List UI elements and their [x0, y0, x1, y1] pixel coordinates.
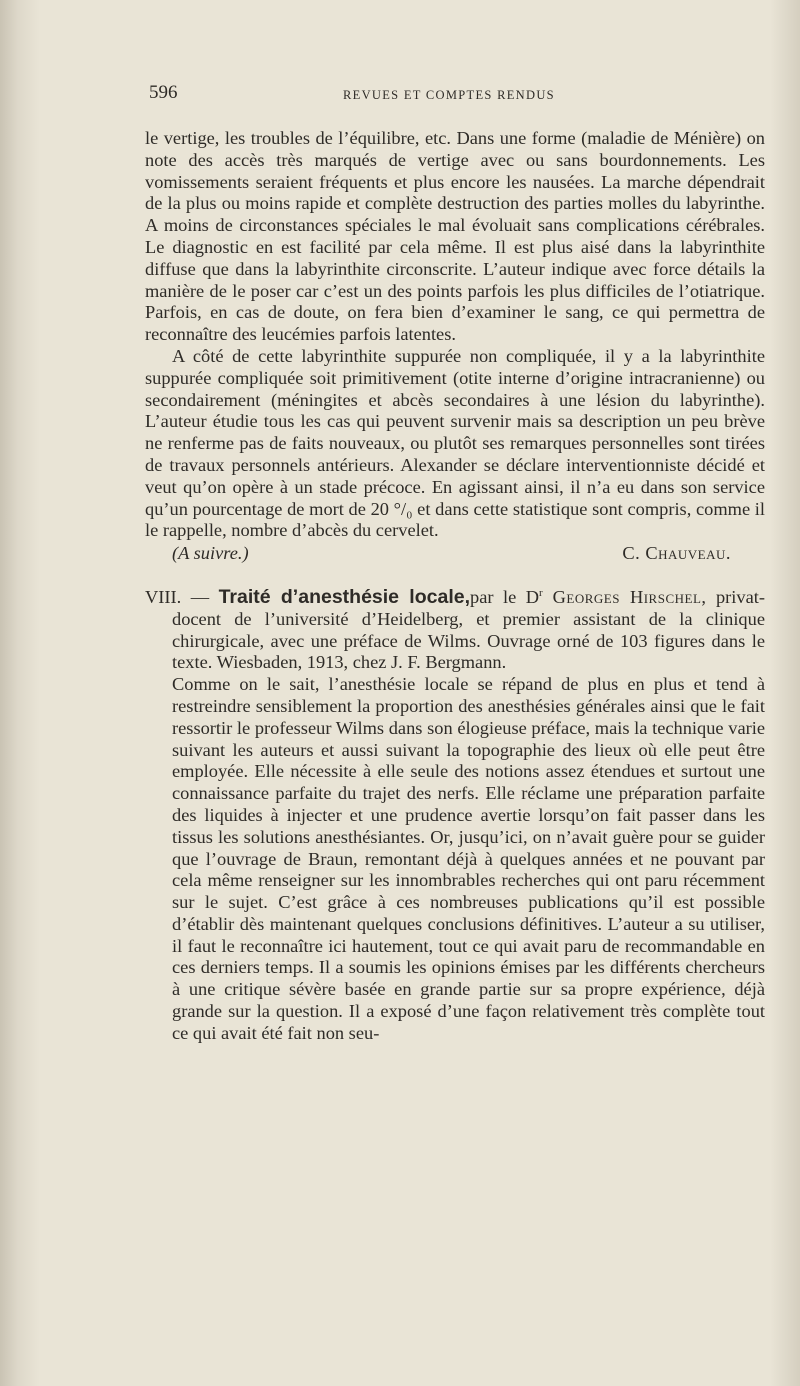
running-head: REVUES ET COMPTES RENDUS [343, 88, 555, 102]
book-description: privat-docent de l’université d’Heidelberg, et premier assistant de la clinique chirurgicale, avec une préface de Wilms. Ouvrage orné de 103 figures dans le texte. Wiesbaden, 1913, chez J. F. Bergmann. [172, 586, 765, 673]
author-signature: C. Chauveau. [622, 543, 731, 564]
page-number: 596 [149, 82, 178, 103]
body-text [145, 128, 765, 1045]
byline-superscript: r [539, 586, 543, 599]
page-header [143, 82, 763, 110]
to-be-continued-note: (A suivre.) [172, 543, 249, 564]
article-signature-line [145, 543, 765, 565]
review-section [145, 587, 765, 1045]
review-body: Comme on le sait, l’anesthésie locale se répand de plus en plus et tend à restreindre sensiblement la proportion des anesthésies générales ainsi que le fait ressortir le professeur Wilms dans son élogieuse préface, mais la technique varie suivant les auteurs et aussi suivant la topographie des lieux où elle peut être employée. Elle nécessite à elle seule des notions assez étendues et surtout une connaissance parfaite du trajet des nerfs. Elle réclame une préparation parfaite des liquides à injecter et une prudence avertie lorsqu’on fait passer dans les tissus les solutions anesthésiantes. Or, jusqu’ici, on n’avait guère pour se guider que l’ouvrage de Braun, remontant déjà à quelques années et ne pouvant par cela même renseigner sur les innombrables recherches qui ont paru récemment sur le sujet. C’est grâce à ces nombreuses publications qu’il est possible d’établir dès maintenant quelques conclusions définitives. L’auteur a su utiliser, il faut le reconnaître ici hautement, tout ce qui avait paru de recommandable en ces derniers temps. Il a soumis les opinions émises par les différents chercheurs à une critique sévère basée en grande partie sur sa propre expérience, déjà grande sur la question. Il a exposé d’une façon relativement très complète tout ce qui avait été fait non seu- [172, 674, 765, 1043]
review-number: VIII. — [145, 586, 219, 607]
book-title: Traité d’anesthésie locale, [218, 585, 471, 608]
byline-prefix: par le D [470, 586, 539, 607]
review-heading [145, 585, 765, 674]
book-author: Georges Hirschel, [542, 586, 707, 607]
article-paragraph: A côté de cette labyrinthite suppurée non compliquée, il y a la labyrinthite suppurée compliquée soit primitivement (otite interne d’origine intracranienne) ou secondairement (méningites et abcès secondaires à une lésion du labyrinthe). L’auteur étudie tous les cas qui peuvent survenir mais sa description un peu brève ne renferme pas de faits nouveaux, ou plutôt ses remarques personnelles sont tirées de travaux personnels antérieurs. Alexander se déclare interventionniste décidé et veut qu’on opère à un stade précoce. En agissant ainsi, il n’a eu dans son service qu’un pourcentage de mort de 20 °/₀ et dans cette statistique sont compris, comme il le rappelle, nombre d’abcès du cervelet. [145, 345, 765, 541]
article-paragraph: le vertige, les troubles de l’équilibre, etc. Dans une forme (maladie de Ménière) on note des accès très marqués de vertige avec ou sans bourdonnements. Les vomissements seraient fréquents et plus encore les nausées. La marche dépendrait de la plus ou moins rapide et complète destruction des parties molles du labyrinthe. A moins de circonstances spéciales le mal évoluait sans complications cérébrales. Le diagnostic en est facilité par cela même. Il est plus aisé dans la labyrinthite diffuse que dans la labyrinthite circonscrite. L’auteur indique avec force détails la manière de le poser car c’est un des points parfois les plus difficiles de l’otiatrique. Parfois, en cas de doute, on fera bien d’examiner le sang, ce qui permettra de reconnaître des leucémies parfois latentes. [145, 128, 765, 345]
